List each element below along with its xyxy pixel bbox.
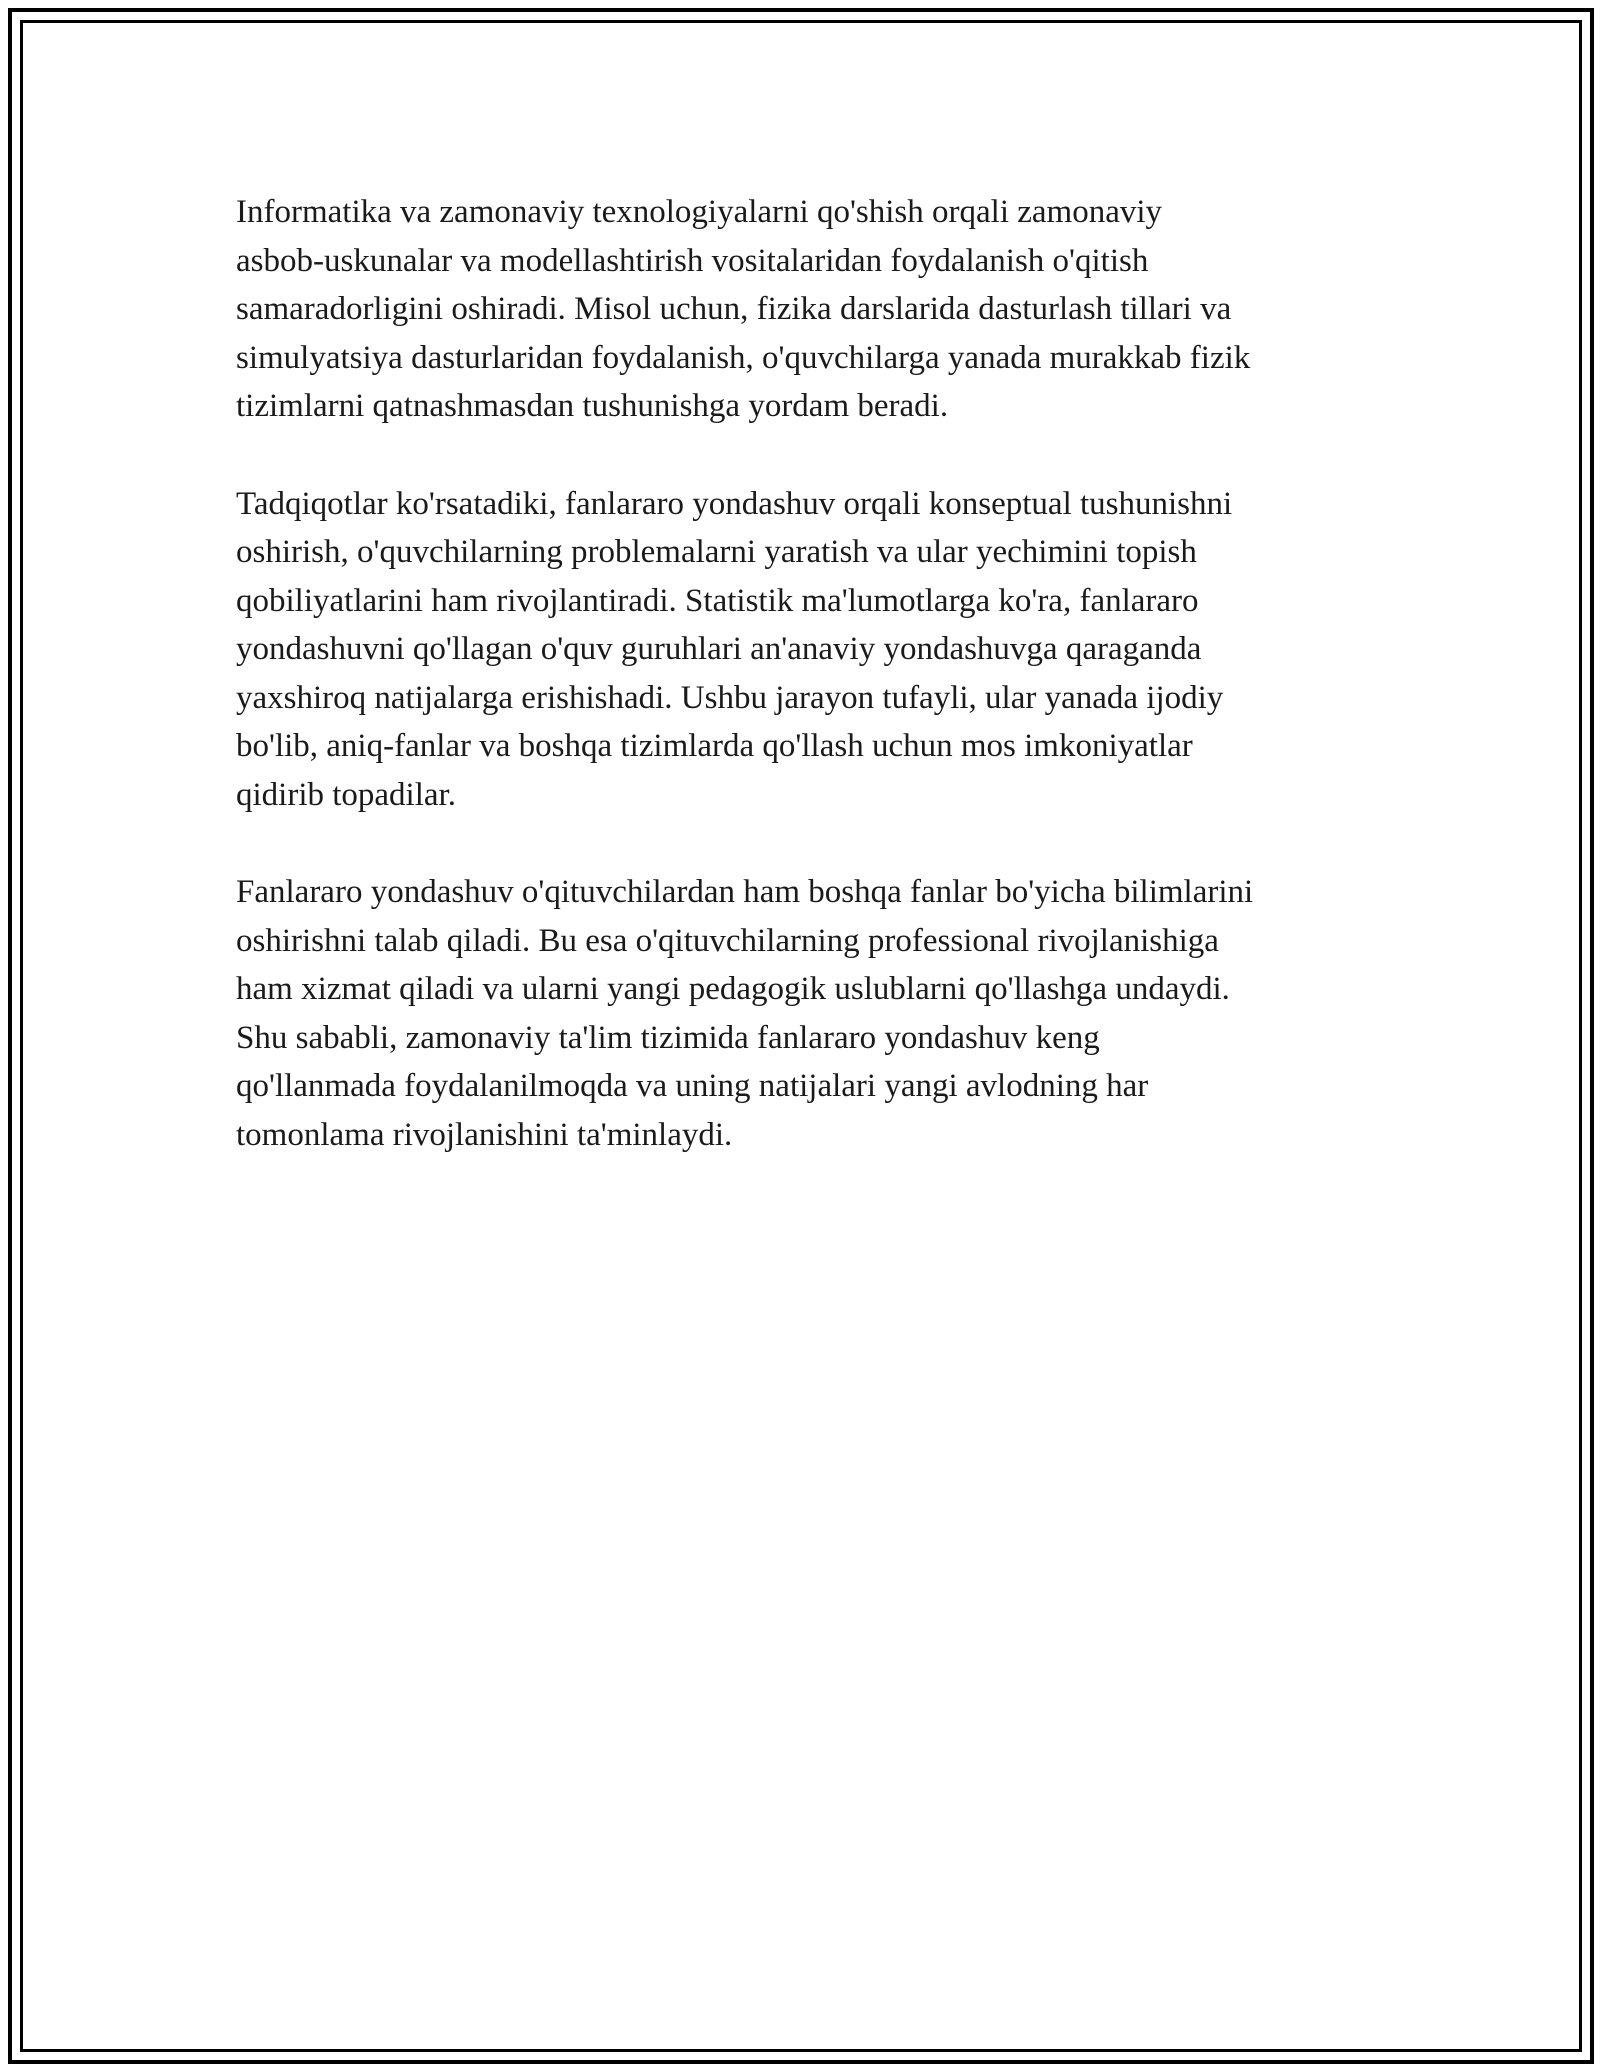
paragraph-line: yaxshiroq natijalarga erishishadi. Ushbu jarayon tufayli, ular yanada ijodiy: [236, 679, 1224, 716]
paragraph-line: yondashuvni qo'llagan o'quv guruhlari an'anaviy yondashuvga qaraganda: [236, 631, 1202, 667]
paragraph-line: ham xizmat qiladi va ularni yangi pedagogik uslublarni qo'llashga undaydi.: [236, 971, 1230, 1007]
paragraph-line: oshirishni talab qiladi. Bu esa o'qituvchilarning professional rivojlanishiga: [236, 922, 1219, 959]
paragraph-line: tomonlama rivojlanishini ta'minlaydi.: [236, 1116, 733, 1153]
paragraph-line: oshirish, o'quvchilarning problemalarni yaratish va ular yechimini topish: [236, 534, 1197, 570]
paragraph-1: [236, 188, 1376, 431]
paragraph-line: Fanlararo yondashuv o'qituvchilardan ham boshqa fanlar bo'yicha bilimlarini: [236, 874, 1254, 910]
paragraph-line: qidirib topadilar.: [236, 776, 456, 813]
paragraph-line: Informatika va zamonaviy texnologiyalarni qo'shish orqali zamonaviy: [236, 194, 1163, 230]
paragraph-2: [236, 480, 1376, 820]
paragraph-line: qo'llanmada foydalanilmoqda va uning natijalari yangi avlodning har: [236, 1068, 1149, 1104]
paragraph-line: samaradorligini oshiradi. Misol uchun, fizika darslarida dasturlash tillari va: [236, 291, 1232, 327]
paragraph-line: Shu sababli, zamonaviy ta'lim tizimida fanlararo yondashuv keng: [236, 1019, 1100, 1056]
paragraph-line: tizimlarni qatnashmasdan tushunishga yordam beradi.: [236, 388, 949, 424]
paragraph-line: bo'lib, aniq-fanlar va boshqa tizimlarda qo'llash uchun mos imkoniyatlar: [236, 728, 1193, 764]
paragraph-line: asbob-uskunalar va modellashtirish vositalaridan foydalanish o'qitish: [236, 242, 1149, 279]
paragraph-line: Tadqiqotlar ko'rsatadiki, fanlararo yondashuv orqali konseptual tushunishni: [236, 485, 1233, 522]
document-body: [236, 188, 1376, 1208]
paragraph-line: simulyatsiya dasturlaridan foydalanish, o'quvchilarga yanada murakkab fizik: [236, 339, 1251, 376]
paragraph-line: qobiliyatlarini ham rivojlantiradi. Statistik ma'lumotlarga ko'ra, fanlararo: [236, 582, 1199, 619]
paragraph-3: [236, 868, 1376, 1159]
